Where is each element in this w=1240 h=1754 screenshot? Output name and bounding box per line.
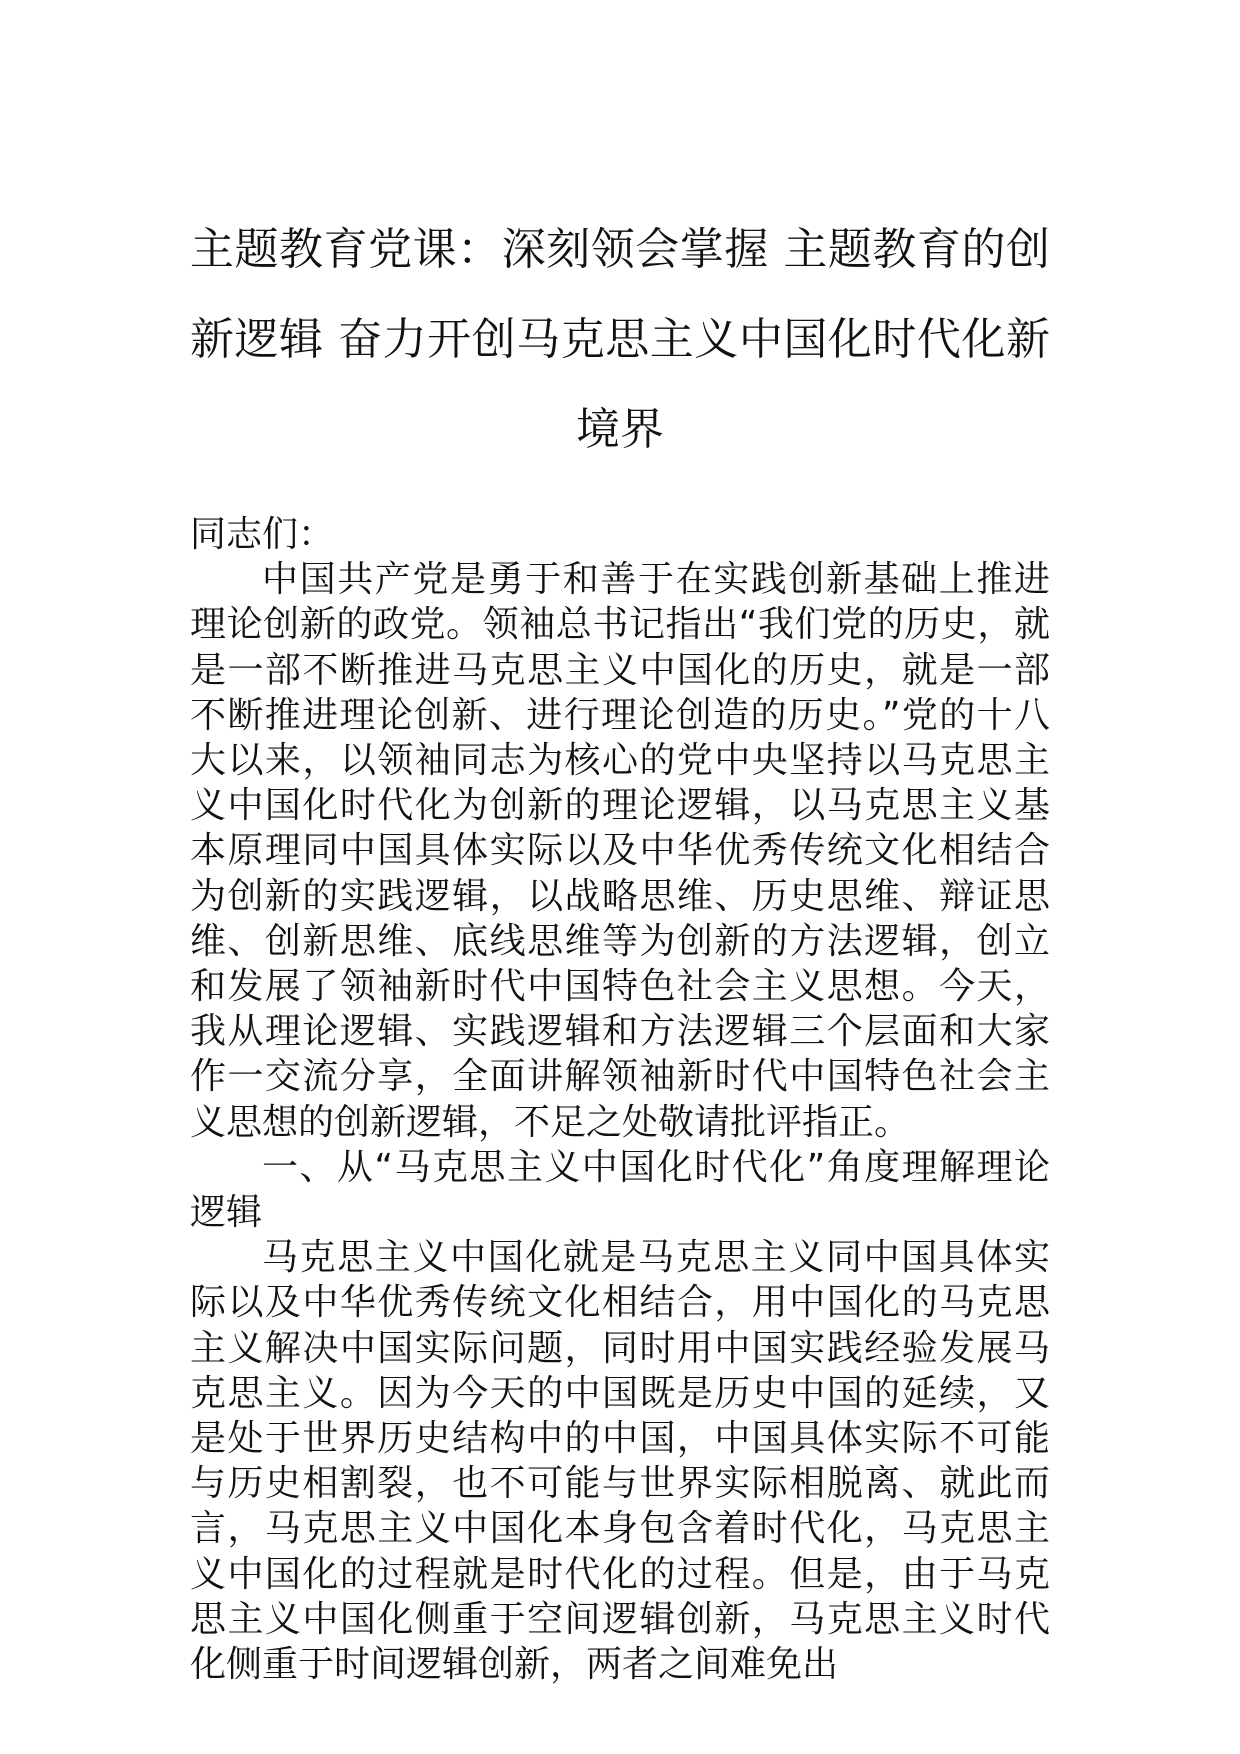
salutation: 同志们： <box>190 514 335 555</box>
section-heading-1: 一、从“马克思主义中国化时代化”角度理解理论逻辑 <box>190 1146 1050 1234</box>
document-title: 主题教育党课：深刻领会掌握 主题教育的创新逻辑 奋力开创马克思主义中国化时代化新境界 <box>190 224 1050 455</box>
paragraph-section-1: 马克思主义中国化就是马克思主义同中国具体实际以及中华优秀传统文化相结合，用中国化的马克思主义解决中国实际问题，同时用中国实践经验发展马克思主义。因为今天的中国既是历史中国的延续，又是处于世界历史结构中的中国，中国具体实际不可能与历史相割裂，也不可能与世界实际相脱离、就此而言，马克思主义中国化本身包含着时代化，马克思主义中国化的过程就是时代化的过程。但是，由于马克思主义中国化侧重于空间逻辑创新，马克思主义时代化侧重于时间逻辑创新，两者之间难免出 <box>190 1237 1050 1686</box>
document-body <box>190 512 1050 1687</box>
paragraph-intro: 中国共产党是勇于和善于在实践创新基础上推进理论创新的政党。领袖总书记指出“我们党的历史，就是一部不断推进马克思主义中国化的历史，就是一部不断推进理论创新、进行理论创造的历史。”党的十八大以来，以领袖同志为核心的党中央坚持以马克思主义中国化时代化为创新的理论逻辑，以马克思主义基本原理同中国具体实际以及中华优秀传统文化相结合为创新的实践逻辑，以战略思维、历史思维、辩证思维、创新思维、底线思维等为创新的方法逻辑，创立和发展了领袖新时代中国特色社会主义思想。今天，我从理论逻辑、实践逻辑和方法逻辑三个层面和大家作一交流分享，全面讲解领袖新时代中国特色社会主义思想的创新逻辑，不足之处敬请批评指正。 <box>190 559 1050 1143</box>
